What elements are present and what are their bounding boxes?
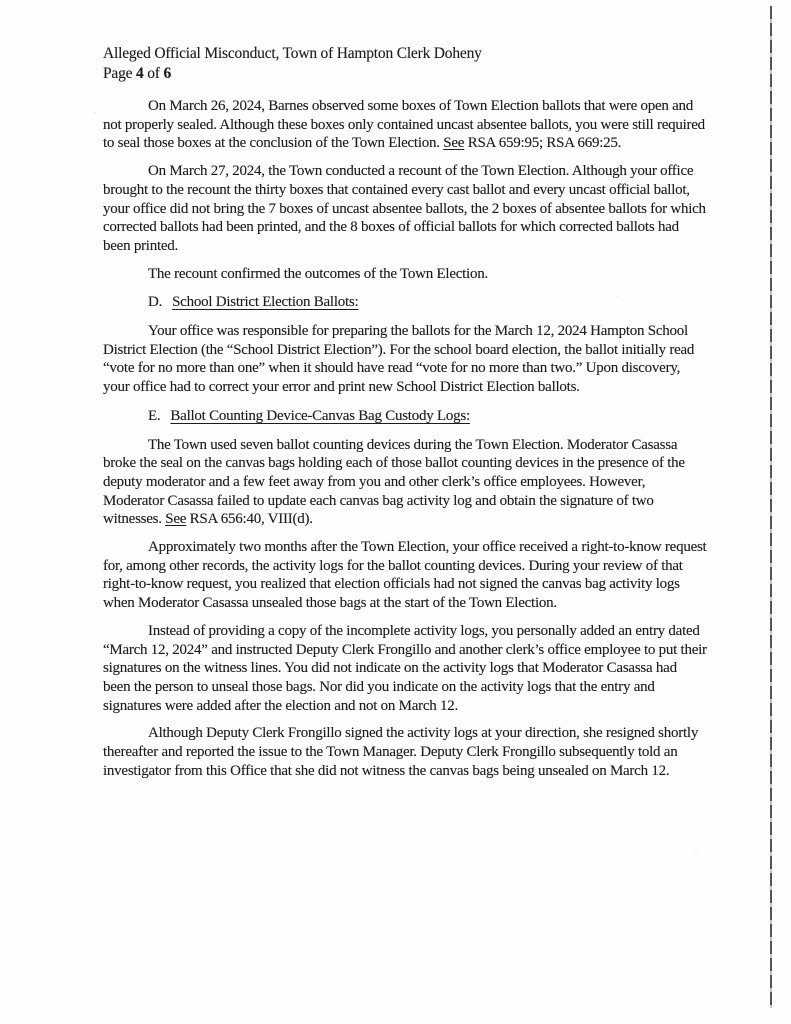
- text-segment: Page: [103, 64, 137, 82]
- text-segment: RSA 656:40, VIII(d).: [186, 511, 313, 528]
- section-heading: [103, 407, 707, 426]
- bold-text: 6: [163, 64, 172, 82]
- text-segment: Although Deputy Clerk Frongillo signed the activity logs at your direction, she resigned shortly thereafter and reported the issue to the Town Manager. Deputy Clerk Frongillo subsequently told an investigator from this Office that she did not witness the canvas bags being unsealed on March 12.: [103, 725, 699, 779]
- underlined-text: See: [165, 511, 187, 528]
- paragraph: [103, 97, 707, 153]
- paragraph: [103, 724, 707, 780]
- section-letter: D.: [148, 294, 163, 311]
- paragraph: [103, 162, 707, 256]
- text-segment: The Town used seven ballot counting devices during the Town Election. Moderator Casassa broke the seal on the canvas bags holding each of those ballot counting devices in the presence of the deputy moderator and a few feet away from you and other clerk’s office employees. However, Moderator Casassa failed to update each canvas bag activity log and obtain the signature of two witnesses.: [103, 436, 685, 528]
- header-title: Alleged Official Misconduct, Town of Hampton Clerk Doheny: [103, 45, 482, 62]
- text-segment: On March 27, 2024, the Town conducted a recount of the Town Election. Although your office brought to the recount the thirty boxes that contained every cast ballot and every uncast official ballot, your office did not bring the 7 boxes of uncast absentee ballots, the 2 boxes of absentee ballots for which corrected ballots had been printed, and the 8 boxes of official ballots for which corrected ballots had been printed.: [103, 163, 706, 254]
- text-segment: Your office was responsible for preparing the ballots for the March 12, 2024 Hampton School District Election (the “School District Election”). For the school board election, the ballot initially read “vote for no more than one” when it should have read “vote for no more than two.” Upon discovery, your office had to correct your error and print new School District Election ballots.: [103, 323, 695, 396]
- scan-line-artifact: [770, 6, 772, 1008]
- underlined-text: See: [443, 135, 465, 152]
- document-header: [103, 44, 482, 83]
- section-title: Ballot Counting Device-Canvas Bag Custody Logs:: [170, 407, 470, 424]
- document-body: [103, 97, 707, 790]
- paragraph: [103, 436, 707, 530]
- text-segment: Approximately two months after the Town Election, your office received a right-to-know request for, among other records, the activity logs for the ballot counting devices. During your review of that right-to-know request, you realized that election officials had not signed the canvas bag activity logs when Moderator Casassa unsealed those bags at the start of the Town Election.: [103, 539, 707, 612]
- section-letter: E.: [148, 407, 161, 424]
- bold-text: 4: [136, 64, 144, 82]
- paragraph: [103, 538, 707, 613]
- text-segment: The recount confirmed the outcomes of the Town Election.: [148, 265, 488, 282]
- text-segment: RSA 659:95; RSA 669:25.: [464, 135, 622, 152]
- section-title: School District Election Ballots:: [172, 294, 359, 311]
- text-segment: Instead of providing a copy of the incomplete activity logs, you personally added an entry dated “March 12, 2024” and instructed Deputy Clerk Frongillo and another clerk’s office employee to put their signatures on the witness lines. You did not indicate on the activity logs that Moderator Casassa had been the person to unseal those bags. Nor did you indicate on the activity logs that the entry and signatures were added after the election and not on March 12.: [103, 622, 707, 714]
- paragraph: [103, 265, 707, 284]
- paragraph: [103, 322, 707, 397]
- page-number-line: [103, 64, 482, 84]
- text-segment: On March 26, 2024, Barnes observed some boxes of Town Election ballots that were open and not properly sealed. Although these boxes only contained uncast absentee ballots, you were still required to seal those boxes at the conclusion of the Town Election.: [103, 98, 705, 152]
- paragraph: [103, 622, 707, 716]
- text-segment: of: [143, 64, 164, 82]
- section-heading: [103, 293, 707, 312]
